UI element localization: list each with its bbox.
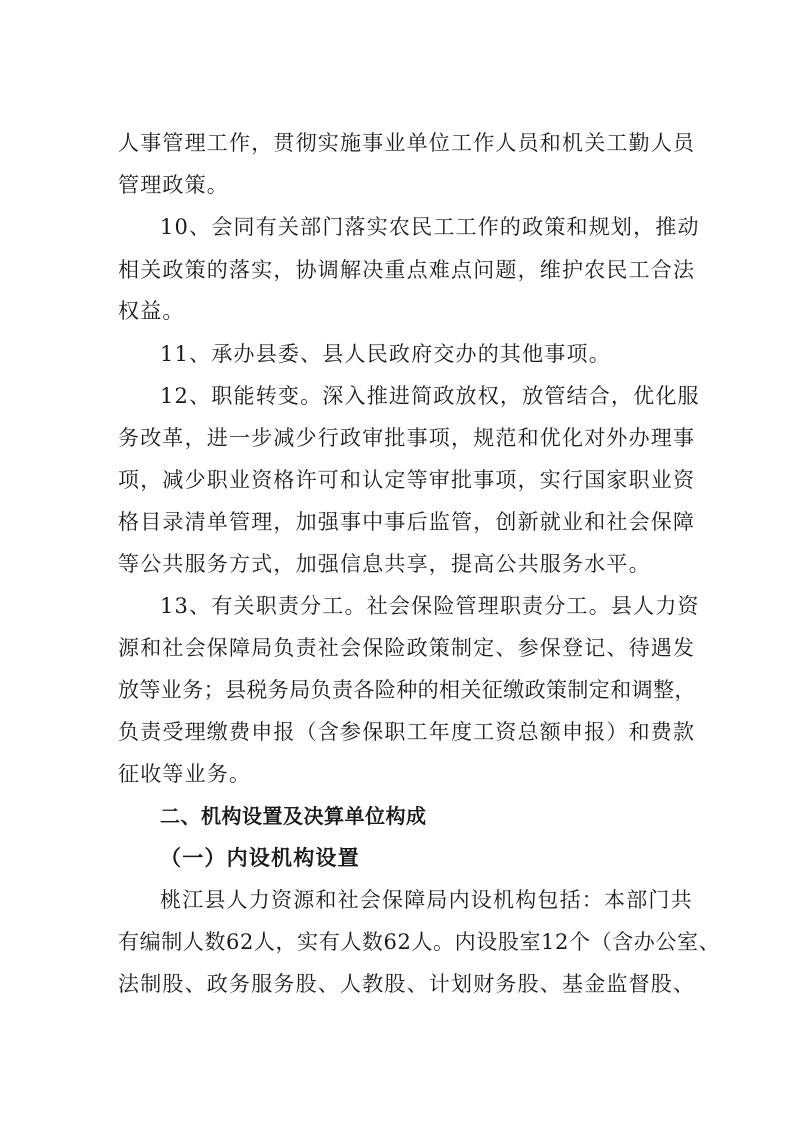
paragraph-10-line: 10、会同有关部门落实农民工工作的政策和规划，推动: [160, 215, 700, 239]
section-heading: 二、机构设置及决算单位构成: [160, 804, 427, 828]
body-line: 权益。: [118, 299, 185, 323]
body-line: 法制股、政务服务股、人教股、计划财务股、基金监督股、: [118, 972, 696, 996]
body-line: 管理政策。: [118, 173, 229, 197]
body-line: 务改革，进一步减少行政审批事项，规范和优化对外办理事: [118, 426, 696, 450]
paragraph-11-line: 11、承办县委、县人民政府交办的其他事项。: [160, 342, 611, 366]
body-line: 格目录清单管理，加强事中事后监管，创新就业和社会保障: [118, 510, 696, 534]
body-line: 项，减少职业资格许可和认定等审批事项，实行国家职业资: [118, 468, 696, 492]
paragraph-13-line: 13、有关职责分工。社会保险管理职责分工。县人力资: [160, 594, 700, 618]
body-line: 相关政策的落实，协调解决重点难点问题，维护农民工合法: [118, 258, 696, 282]
body-line: 放等业务；县税务局负责各险种的相关征缴政策制定和调整，: [118, 678, 696, 702]
subsection-heading: （一）内设机构设置: [160, 845, 360, 870]
body-line: 等公共服务方式，加强信息共享，提高公共服务水平。: [118, 552, 651, 576]
paragraph-12-line: 12、职能转变。深入推进简政放权，放管结合，优化服: [160, 384, 700, 408]
body-line: 源和社会保障局负责社会保险政策制定、参保登记、待遇发: [118, 636, 696, 660]
body-line: 征收等业务。: [118, 762, 252, 786]
body-line: 有编制人数62人，实有人数62人。内设股室12个（含办公室、: [118, 930, 721, 954]
body-line: 人事管理工作，贯彻实施事业单位工作人员和机关工勤人员: [118, 131, 696, 155]
body-line: 桃江县人力资源和社会保障局内设机构包括：本部门共: [160, 888, 693, 912]
body-line: 负责受理缴费申报（含参保职工年度工资总额申报）和费款: [118, 720, 696, 744]
